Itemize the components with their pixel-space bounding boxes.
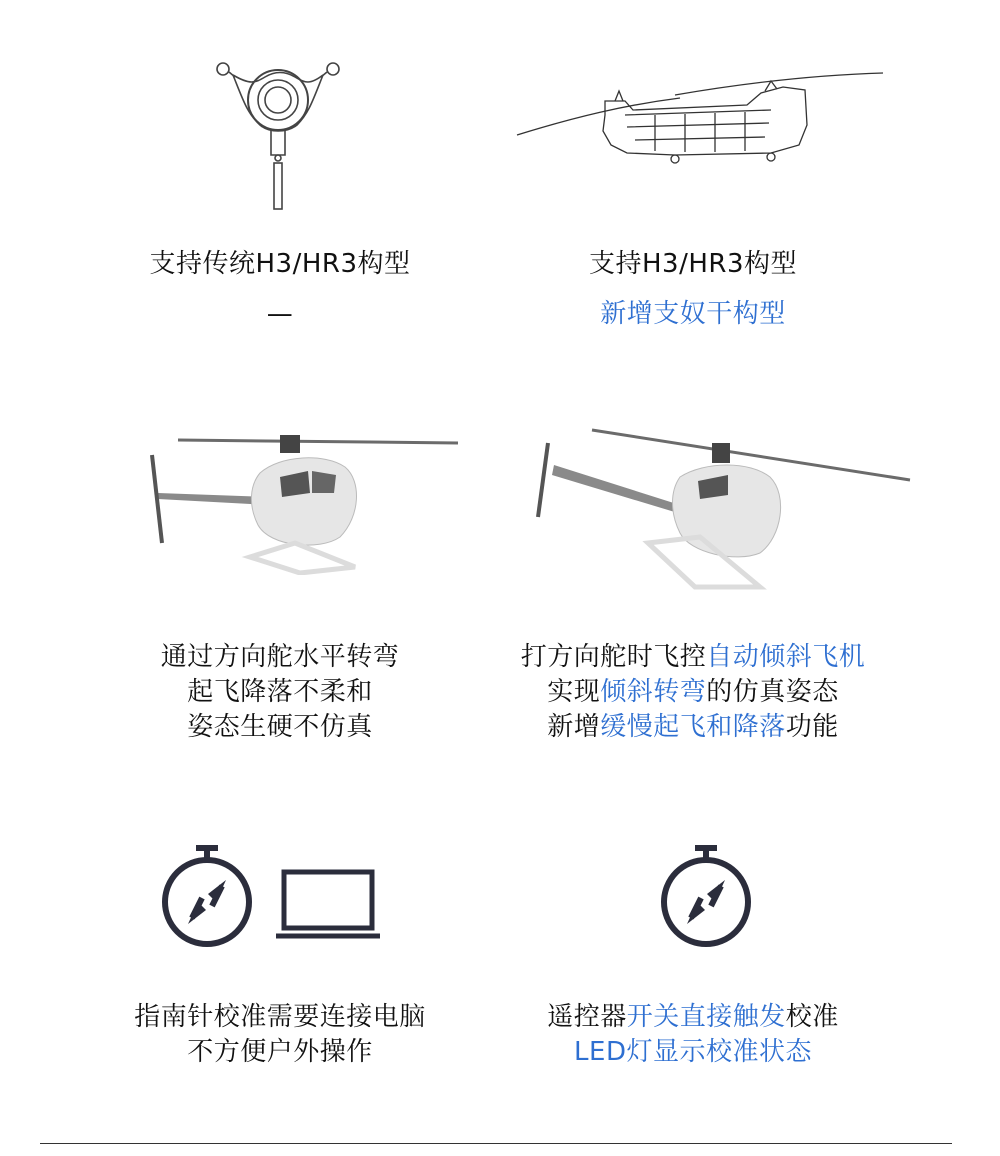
caption-highlight: 倾斜转弯 xyxy=(600,677,707,707)
swashplate-icon xyxy=(205,55,350,215)
caption-right-2 xyxy=(493,640,893,745)
caption-line xyxy=(493,1000,893,1035)
caption-line xyxy=(493,675,893,710)
caption-text: 打方向舵时飞控 xyxy=(520,642,707,672)
helicopter-icon xyxy=(530,425,915,595)
caption-text: 的仿真姿态 xyxy=(706,677,839,707)
caption-left-1-dash xyxy=(100,297,460,332)
caption-line: 起飞降落不柔和 xyxy=(187,677,373,707)
caption-text: 新增 xyxy=(547,712,601,742)
compass-stopwatch-icon xyxy=(158,840,256,950)
caption-text: 功能 xyxy=(785,712,839,742)
caption-line: 不方便户外操作 xyxy=(187,1037,373,1067)
laptop-icon xyxy=(274,868,382,940)
caption-highlight: 自动倾斜飞机 xyxy=(706,642,866,672)
caption-highlight: 开关直接触发 xyxy=(626,1002,786,1032)
helicopter-icon xyxy=(140,425,465,575)
caption-right-1-highlight xyxy=(513,297,873,332)
caption-line: 姿态生硬不仿真 xyxy=(187,712,373,742)
caption-dash: — xyxy=(266,299,294,329)
caption-left-2 xyxy=(100,640,460,745)
caption-line: 通过方向舵水平转弯 xyxy=(160,642,400,672)
caption-line: 支持传统H3/HR3构型 xyxy=(149,249,411,279)
footer-divider xyxy=(40,1143,952,1144)
caption-line: 指南针校准需要连接电脑 xyxy=(134,1002,426,1032)
caption-text: 校准 xyxy=(785,1002,839,1032)
caption-line: 支持H3/HR3构型 xyxy=(588,249,797,279)
caption-left-1 xyxy=(100,247,460,282)
caption-highlight: LED灯显示校准状态 xyxy=(574,1037,812,1067)
caption-left-3 xyxy=(70,1000,490,1070)
caption-highlight: 新增支奴干构型 xyxy=(600,299,786,329)
caption-highlight: 缓慢起飞和降落 xyxy=(600,712,786,742)
caption-text: 实现 xyxy=(547,677,601,707)
caption-line xyxy=(493,640,893,675)
caption-text: 遥控器 xyxy=(547,1002,627,1032)
caption-right-1 xyxy=(513,247,873,282)
compass-stopwatch-icon xyxy=(657,840,755,950)
caption-right-3 xyxy=(493,1000,893,1070)
chinook-helicopter-icon xyxy=(515,65,885,170)
caption-line xyxy=(493,710,893,745)
